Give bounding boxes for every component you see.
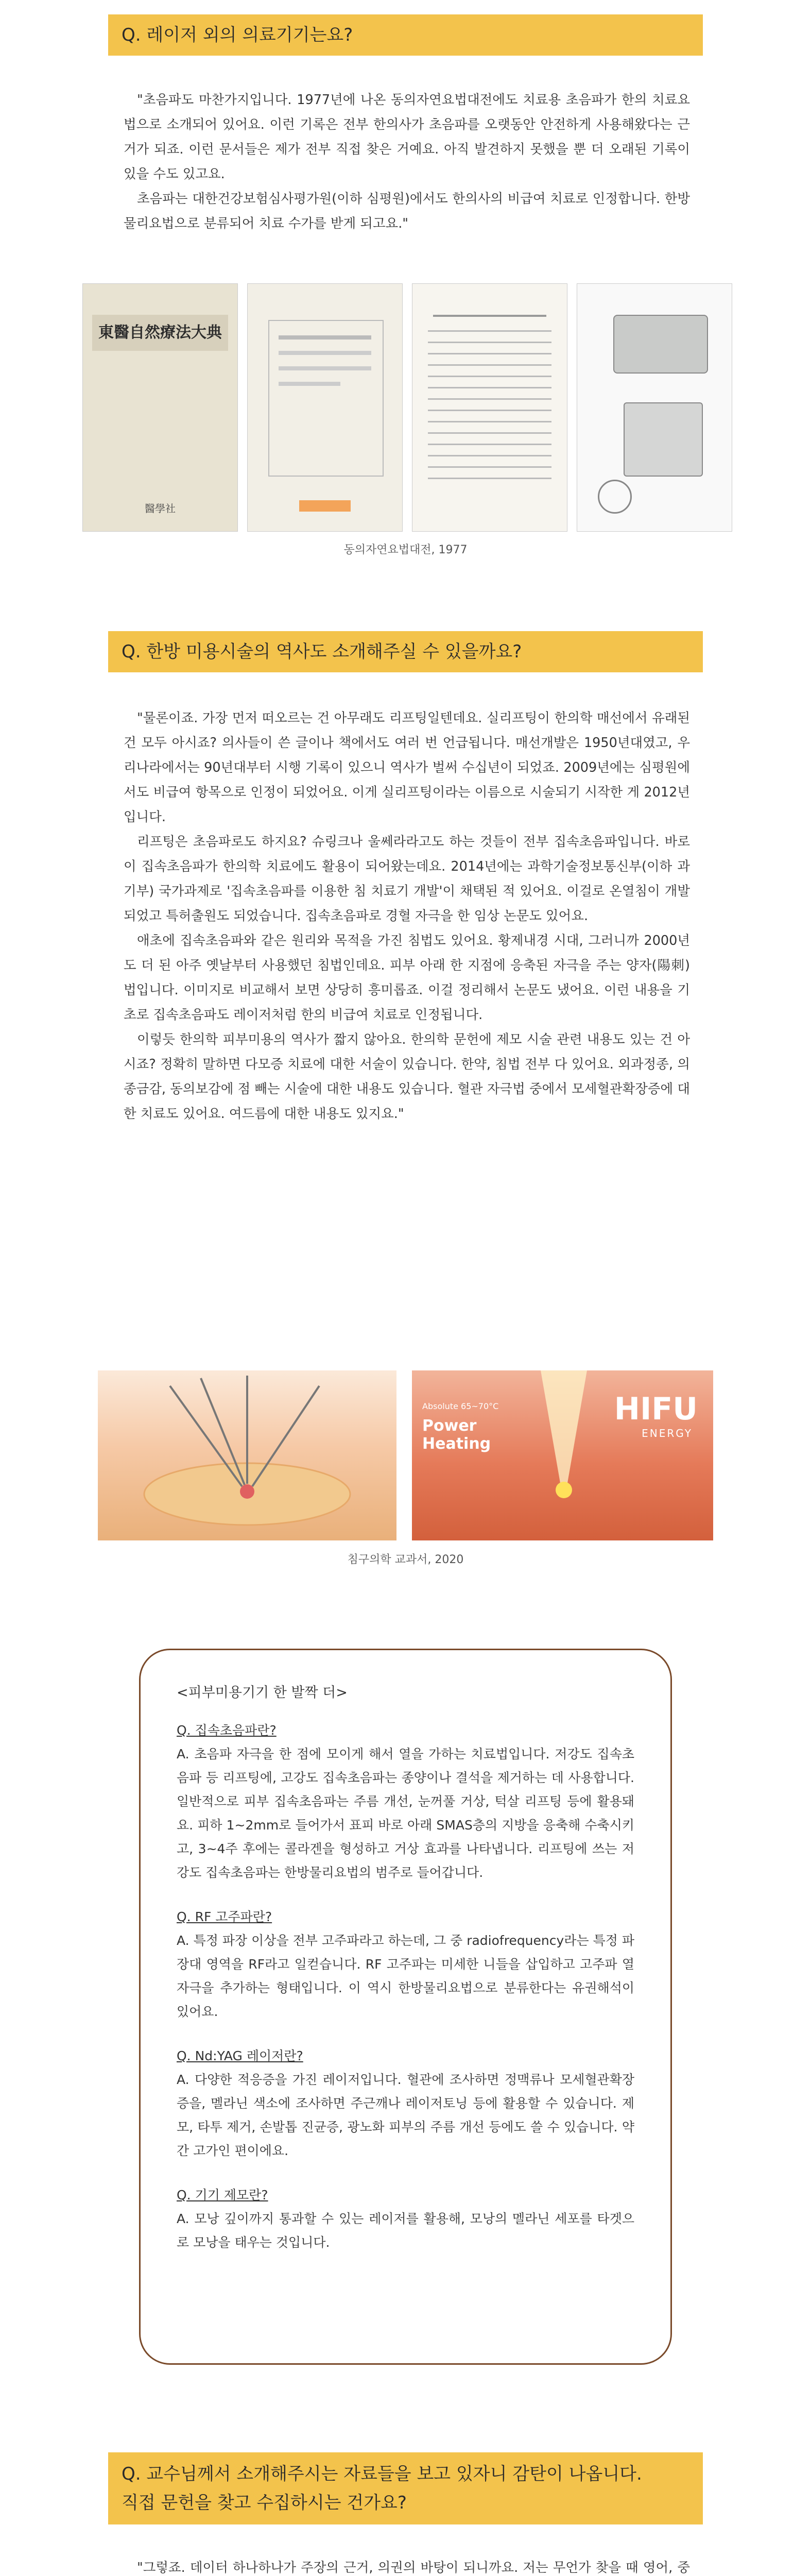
section2-paragraph-3: 애초에 집속초음파와 같은 원리와 목적을 가진 침법도 있어요. 황제내경 시대, 그러니까 2000년도 더 된 아주 옛날부터 사용했던 침법인데요. 피부 아래 한 지점에 응축된 자극을 주는 양자(陽刺)법입니다. 이미지로 비교해서 보면 상당히 흥미롭죠. 이걸 정리해서 논문도 냈어요. 이런 내용을 기초로 집속초음파도 레이저처럼 한의 비급여 치료로 인정됩니다. xyxy=(124,933,690,1023)
hifu-label: HIFU xyxy=(614,1391,698,1427)
info-question-ndyag: Q. Nd:YAG 레이저란? xyxy=(177,2048,303,2063)
question-laser-other: Q. 레이저 외의 의료기기는요? xyxy=(108,14,703,56)
section2-body xyxy=(124,706,690,1126)
info-item-rf xyxy=(177,1905,634,2024)
info-question-rf: Q. RF 고주파란? xyxy=(177,1909,272,1924)
info-item-hifu xyxy=(177,1719,634,1885)
section2-image-pair xyxy=(98,1370,713,1540)
book-cover-publisher: 醫學社 xyxy=(145,502,176,515)
question-materials-line-2: 직접 문헌을 찾고 수집하시는 건가요? xyxy=(122,2493,407,2513)
section2-paragraph-1: "물론이죠. 가장 먼저 떠오르는 건 아무래도 리프팅일텐데요. 실리프팅이 한의학 매선에서 유래된 건 모두 아시죠? 의사들이 쓴 글이나 책에서도 여러 번 언급됩니다. 매선개발은 1950년대였고, 우리나라에서는 90년대부터 시행 기록이 있으니 역사가 벌써 수십년이 되었죠. 2009년에는 심평원에서도 비급여 항목으로 인정이 되었어요. 이게 실리프팅이라는 이름으로 시술되기 시작한 게 2012년입니다. xyxy=(124,710,690,825)
book-cover-image xyxy=(82,283,238,532)
book-inner-page-image xyxy=(247,283,403,532)
section1-body xyxy=(124,88,690,236)
info-answer-hair-removal: A. 모낭 깊이까지 통과할 수 있는 레이저를 활용해, 모낭의 멜라닌 세포를 타겟으로 모낭을 태우는 것입니다. xyxy=(177,2211,634,2250)
section2-paragraph-2: 리프팅은 초음파로도 하지요? 슈링크나 울쎄라라고도 하는 것들이 전부 집속초음파입니다. 바로 이 집속초음파가 한의학 치료에도 활용이 되어왔는데요. 2014년에는 과학기술정보통신부(이하 과기부) 국가과제로 '집속초음파를 이용한 침 치료기 개발'이 채택된 적 있어요. 이걸로 온열침이 개발되었고 특허출원도 되었습니다. 집속초음파로 경혈 자극을 한 임상 논문도 있어요. xyxy=(124,834,690,924)
hifu-sublabel: ENERGY xyxy=(642,1427,693,1439)
question-materials xyxy=(108,2452,703,2524)
section1-caption: 동의자연요법대전, 1977 xyxy=(343,544,468,556)
section1-paragraph-1: "초음파도 마찬가지입니다. 1977년에 나온 동의자연요법대전에도 치료용 초음파가 한의 치료요법으로 소개되어 있어요. 이런 기록은 전부 한의사가 초음파를 오랫동안 안전하게 사용해왔다는 근거가 되죠. 이런 문서들은 제가 전부 직접 찾은 거예요. 아직 발견하지 못했을 뿐 더 오래된 기록이 있을 수도 있고요. xyxy=(124,92,690,182)
device-info-title: <피부미용기기 한 발짝 더> xyxy=(177,1685,348,1701)
section2-caption: 침구의학 교과서, 2020 xyxy=(347,1553,464,1566)
section1-photo-strip xyxy=(82,283,731,531)
section2-paragraph-4: 이렇듯 한의학 피부미용의 역사가 짧지 않아요. 한의학 문헌에 제모 시술 관련 내용도 있는 건 아시죠? 정확히 말하면 다모증 치료에 대한 서술이 있습니다. 한약, 침법 전부 다 있어요. 외과정종, 의종금감, 동의보감에 점 빼는 시술에 대한 내용도 있습니다. 혈관 자극법 중에서 모세혈관확장증에 대한 치료도 있어요. 여드름에 대한 내용도 있지요." xyxy=(124,1032,690,1122)
section3-body xyxy=(124,2555,690,2576)
info-item-hair-removal xyxy=(177,2183,634,2255)
hifu-heating-label: Power Heating xyxy=(422,1417,491,1453)
book-cover-title: 東醫自然療法大典 xyxy=(92,315,228,351)
info-question-hair-removal: Q. 기기 제모란? xyxy=(177,2188,268,2202)
info-answer-rf: A. 특정 파장 이상을 전부 고주파라고 하는데, 그 중 radiofrequency라는 특정 파장대 영역을 RF라고 일컫습니다. RF 고주파는 미세한 니들을 삽입하고 고주파 열자극을 추가하는 형태입니다. 이 역시 한방물리요법으로 분류한다는 유권해석이 있어요. xyxy=(177,1933,634,2019)
section3-paragraph-1: "그렇죠. 데이터 하나하나가 주장의 근거, 의권의 바탕이 되니까요. 저는 무언가 찾을 때 영어, 중 xyxy=(137,2560,690,2575)
info-item-ndyag xyxy=(177,2044,634,2163)
info-answer-ndyag: A. 다양한 적응증을 가진 레이저입니다. 혈관에 조사하면 정맥류나 모세혈관확장증을, 멜라닌 색소에 조사하면 주근깨나 레이저토닝 등에 활용할 수 있습니다. 제모, 타투 제거, 손발톱 진균증, 광노화 피부의 주름 개선 등에도 쓸 수 있습니다. 약간 고가인 편이에요. xyxy=(177,2072,634,2158)
section1-paragraph-2: 초음파는 대한건강보험심사평가원(이하 심평원)에서도 한의사의 비급여 치료로 인정합니다. 한방물리요법으로 분류되어 치료 수가를 받게 되고요." xyxy=(124,191,690,231)
hifu-diagram-image xyxy=(412,1370,713,1540)
ultrasound-device-image xyxy=(577,283,732,532)
info-answer-hifu: A. 초음파 자극을 한 점에 모이게 해서 열을 가하는 치료법입니다. 저강도 집속초음파 등 리프팅에, 고강도 집속초음파는 종양이나 결석을 제거하는 데 사용합니다. 일반적으로 피부 집속초음파는 주름 개선, 눈꺼풀 거상, 턱살 리프팅 등에 활용돼요. 피하 1~2mm로 들어가서 표피 바로 아래 SMAS층의 지방을 응축해 수축시키고, 3~4주 후에는 콜라겐을 형성하고 거상 효과를 나타냅니다. 리프팅에 쓰는 저강도 집속초음파는 한방물리요법의 범주로 들어갑니다. xyxy=(177,1747,634,1880)
acupuncture-diagram-image xyxy=(98,1370,396,1540)
question-materials-line-1: Q. 교수님께서 소개해주시는 자료들을 보고 있자니 감탄이 나옵니다. xyxy=(122,2464,642,2484)
book-text-page-image xyxy=(412,283,567,532)
hifu-temp-label: Absolute 65~70°C xyxy=(422,1401,499,1411)
info-question-hifu: Q. 집속초음파란? xyxy=(177,1723,277,1738)
question-beauty-history: Q. 한방 미용시술의 역사도 소개해주실 수 있을까요? xyxy=(108,631,703,672)
device-info-box xyxy=(139,1649,672,2365)
